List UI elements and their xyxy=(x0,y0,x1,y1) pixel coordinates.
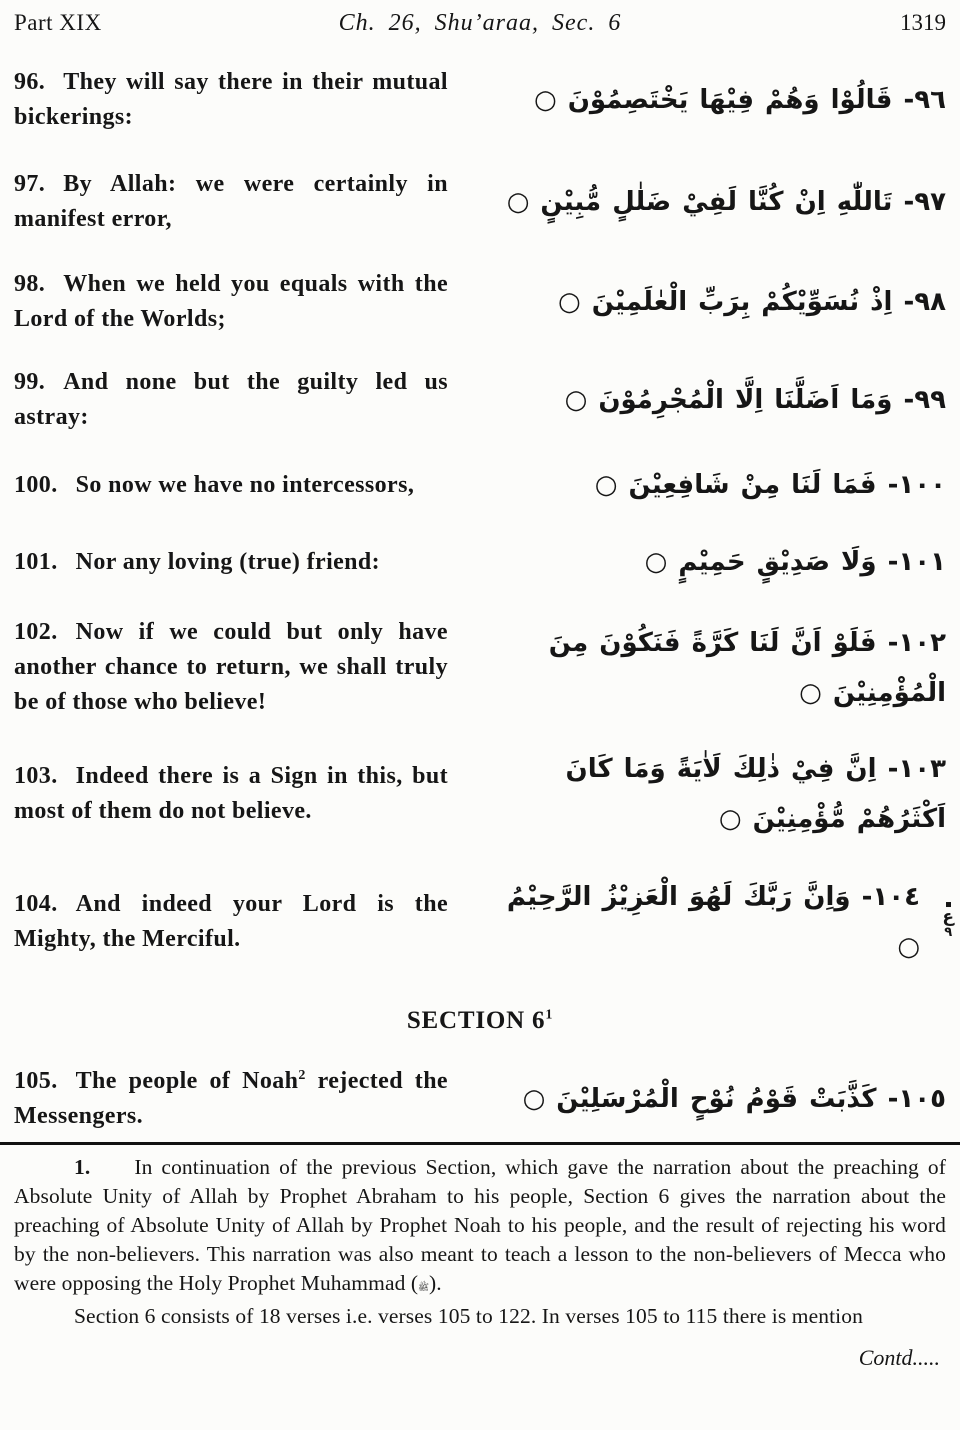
verse-number: 99. xyxy=(14,369,46,395)
verse-number: 100. xyxy=(14,471,58,498)
verse-100-arabic: ١٠٠- فَمَا لَنَا مِنْ شَافِعِيْنَ ○ xyxy=(594,470,946,500)
verse-number: 103. xyxy=(14,763,58,789)
verse-97-english xyxy=(14,167,448,237)
ruku-ain-letter: ع xyxy=(942,907,954,928)
verse-number: 104. xyxy=(14,891,58,917)
verse-104-english xyxy=(14,887,448,957)
verse-text: Now if we could but only have another chance to return, we shall truly be of those who believe! xyxy=(14,619,448,715)
footnote-1-number: 1. xyxy=(74,1155,91,1179)
ruku-number: ٩ xyxy=(944,925,953,941)
verse-row-101 xyxy=(14,537,946,587)
header-chapter-title: Ch. 26, Shu’araa, Sec. 6 xyxy=(338,10,622,36)
footnote-1-text-end: ). xyxy=(429,1271,442,1295)
verse-row-104 xyxy=(14,872,954,972)
footnote-1-paragraph-2: Section 6 consists of 18 verses i.e. verses 105 to 122. In verses 105 to 115 there is mention xyxy=(74,1304,863,1328)
verse-number: 102. xyxy=(14,619,58,645)
verse-text: When we held you equals with the Lord of the Worlds; xyxy=(14,271,448,332)
verse-row-98 xyxy=(14,267,946,337)
verse-row-100 xyxy=(14,460,946,510)
verse-text: rejected the Messengers. xyxy=(14,1068,448,1129)
footnote-1-paragraph xyxy=(14,1153,946,1302)
verse-105-arabic: ١٠٥- كَذَّبَتْ قَوْمُ نُوْحٍ الْمُرْسَلِيْنَ ○ xyxy=(522,1084,946,1114)
verse-number: 105. xyxy=(14,1068,58,1094)
verse-98-arabic: ٩٨- اِذْ نُسَوِّيْكُمْ بِرَبِّ الْعٰلَمِيْنَ ○ xyxy=(557,287,946,317)
footnote-1-text: In continuation of the previous Section, which gave the narration about the preaching of Absolute Unity of Allah by Prophet Abraham to his people, Section 6 gives the narration about the preaching of Absolute Unity of Allah by Prophet Noah to his people, and the result of rejecting his word by the non-believers. This narration was also meant to teach a lesson to the non-believers of Mecca who were opposing the Holy Prophet Muhammad ( xyxy=(14,1155,946,1295)
verse-101-arabic: ١٠١- وَلَا صَدِيْقٍ حَمِيْمٍ ○ xyxy=(644,547,946,577)
verse-number: 96. xyxy=(14,69,46,95)
verse-row-105 xyxy=(14,1064,946,1134)
verse-row-96 xyxy=(14,65,946,135)
verse-100-english xyxy=(14,468,448,503)
verse-102-english xyxy=(14,615,448,720)
verse-row-99 xyxy=(14,365,946,435)
verse-99-english xyxy=(14,365,448,435)
verse-96-arabic: ٩٦- قَالُوْا وَهُمْ فِيْهَا يَخْتَصِمُوْنَ ○ xyxy=(533,85,946,115)
verse-text: And none but the guilty led us astray: xyxy=(14,369,448,430)
verse-text: So now we have no intercessors, xyxy=(75,471,415,498)
verse-row-97 xyxy=(14,167,946,237)
verse-text: By Allah: we were certainly in manifest error, xyxy=(14,171,448,232)
verse-96-english xyxy=(14,65,448,135)
verse-103-arabic: ١٠٣- اِنَّ فِيْ ذٰلِكَ لَاٰيَةً وَمَا كَانَ اَكْثَرُهُمْ مُّؤْمِنِيْنَ ○ xyxy=(565,754,946,834)
verse-text: Nor any loving (true) friend: xyxy=(75,548,381,575)
verse-text: And indeed your Lord is the Mighty, the Merciful. xyxy=(14,891,448,952)
verse-105-english xyxy=(14,1064,448,1134)
verse-text: They will say there in their mutual bickerings: xyxy=(14,69,448,130)
verse-text: The people of Noah xyxy=(75,1068,299,1094)
verse-104-arabic: ١٠٤- وَاِنَّ رَبَّكَ لَهُوَ الْعَزِيْزُ الرَّحِيْمُ ○ xyxy=(506,882,920,962)
continued-marker: Contd..... xyxy=(858,1345,940,1370)
verse-99-arabic: ٩٩- وَمَا اَضَلَّنَا اِلَّا الْمُجْرِمُوْنَ ○ xyxy=(564,385,946,415)
verse-102-arabic: ١٠٢- فَلَوْ اَنَّ لَنَا كَرَّةً فَنَكُوْنَ مِنَ الْمُؤْمِنِيْنَ ○ xyxy=(548,627,946,708)
verse-number: 97. xyxy=(14,171,46,197)
muhammad-pbuh-symbol: ﷺ xyxy=(418,1282,430,1292)
verse-97-arabic: ٩٧- تَاللّٰهِ اِنْ كُنَّا لَفِيْ ضَلٰلٍ مُّبِيْنٍ ○ xyxy=(506,187,946,217)
ruku-margin-marker xyxy=(942,902,954,939)
header-page-number: 1319 xyxy=(900,10,946,35)
section-footnote-ref: 1 xyxy=(545,1007,554,1023)
page-header xyxy=(14,10,946,37)
verse-101-english xyxy=(14,545,448,580)
verse-row-103 xyxy=(14,744,946,844)
verse-103-english xyxy=(14,759,448,829)
verse-98-english xyxy=(14,267,448,337)
section-heading xyxy=(14,1006,946,1036)
verse-number: 101. xyxy=(14,548,58,575)
verse-text: Indeed there is a Sign in this, but most of them do not believe. xyxy=(14,763,448,824)
verse-row-102 xyxy=(14,615,946,720)
header-part-label: Part XIX xyxy=(14,10,102,35)
section-title: SECTION 6 xyxy=(406,1007,546,1034)
verse-number: 98. xyxy=(14,271,46,297)
footnote-separator-rule xyxy=(0,1142,960,1145)
footnote-ref-2: 2 xyxy=(298,1068,306,1083)
footnote-block xyxy=(14,1153,946,1331)
